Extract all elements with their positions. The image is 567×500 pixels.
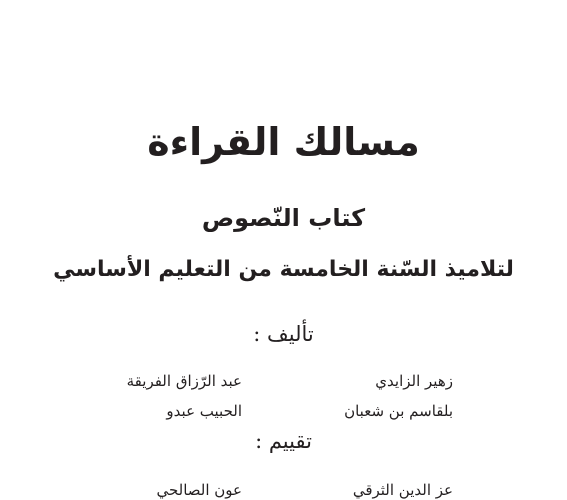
author-name: الحبيب عبدو — [166, 402, 242, 420]
evaluator-name: عز الدين الثرقي — [352, 481, 453, 499]
authorship-label: تأليف : — [253, 322, 314, 346]
author-name: زهير الزايدي — [375, 372, 453, 390]
evaluation-label: تقييم : — [255, 429, 312, 453]
book-title: مسالك القراءة — [147, 120, 420, 164]
book-audience: لتلاميذ السّنة الخامسة من التعليم الأساسي — [53, 257, 514, 282]
author-name: بلقاسم بن شعبان — [344, 402, 453, 420]
author-name: عبد الرّزاق الفريقة — [126, 372, 242, 390]
evaluator-name: عون الصالحي — [156, 481, 242, 499]
book-subtitle: كتاب النّصوص — [201, 204, 366, 232]
